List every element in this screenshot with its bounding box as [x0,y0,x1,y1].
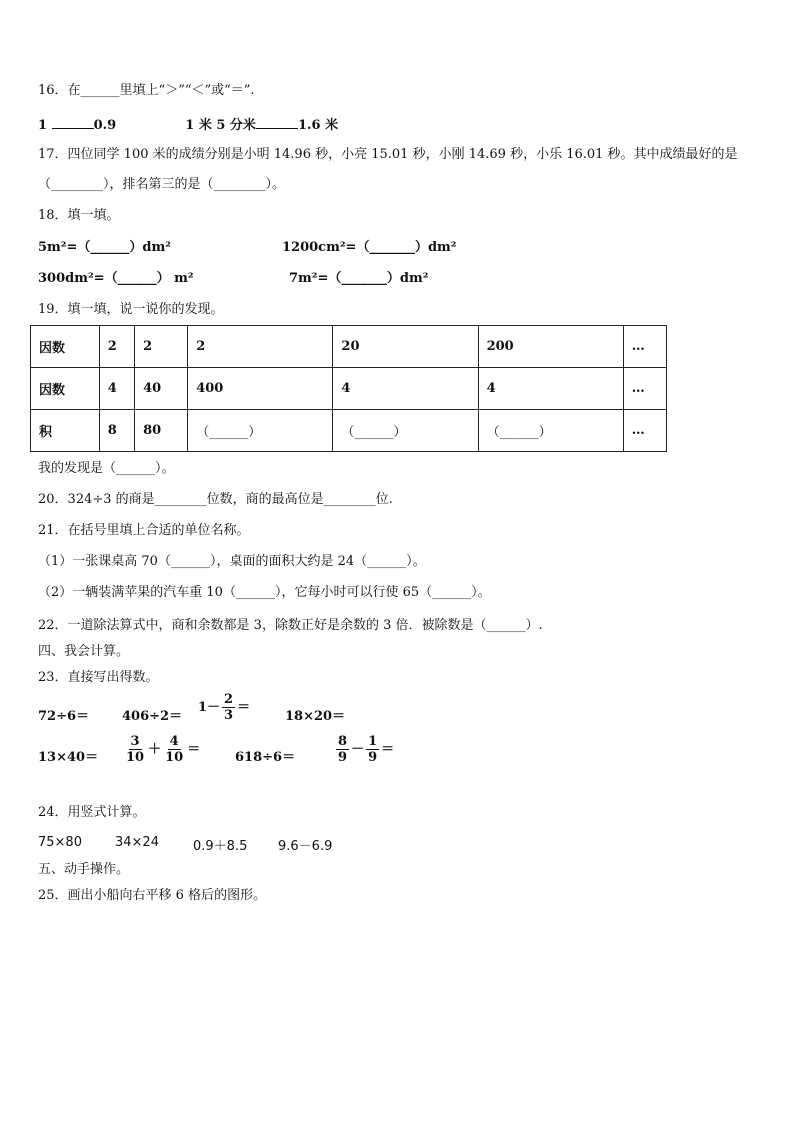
q18-item-c: 300dm²=（______） m² [38,271,194,286]
table-cell: 200 [478,326,623,368]
denominator: 3 [224,708,234,723]
numerator: 2 [224,692,234,707]
minus-sign: － [351,742,365,757]
calc-1-minus-fraction [198,692,250,723]
q16-a-blank[interactable] [52,115,94,129]
calc-72-div-6: 72÷6＝ [38,709,90,724]
question-24-title: 24．用竖式计算。 [38,805,146,820]
section-4-title: 四、我会计算。 [38,644,130,659]
table-cell: … [623,368,666,410]
table-cell: 4 [333,368,478,410]
q18-item-d: 7m²=（_______）dm² [289,271,429,286]
numerator: 1 [368,734,378,749]
q18-item-b: 1200cm²=（_______）dm² [282,240,457,255]
table-cell: … [623,410,666,452]
calc-fraction-sum [122,734,200,765]
question-17-line-2: （________），排名第三的是（________）。 [38,177,286,192]
fraction [163,734,185,765]
calc-fraction-difference [334,734,394,765]
vertical-calc-item: 0.9＋8.5 [193,839,248,854]
question-21-part-1: （1）一张课桌高 70（______），桌面的面积大约是 24（______）。 [38,554,426,569]
vertical-calc-item: 75×80 [38,835,82,850]
q16-b-blank[interactable] [256,115,298,129]
fraction [366,734,379,765]
fraction [222,692,235,723]
question-22: 22．一道除法算式中，商和余数都是 3，除数正好是余数的 3 倍．被除数是（______）. [38,618,543,633]
factor-product-table [30,325,667,452]
plus-sign: ＋ [148,742,162,757]
table-cell: 因数 [31,326,100,368]
question-16-comparisons [38,115,338,135]
table-cell: … [623,326,666,368]
table-cell: 8 [99,410,134,452]
table-cell: 2 [99,326,134,368]
calc-406-div-2: 406÷2＝ [122,709,183,724]
vertical-calc-item: 34×24 [115,835,159,850]
table-cell: 20 [333,326,478,368]
denominator: 9 [368,750,378,765]
table-row [31,410,667,452]
answer-blank-cell[interactable]: （______） [478,410,623,452]
question-21-title: 21．在括号里填上合适的单位名称。 [38,523,250,538]
denominator: 10 [165,750,184,765]
fraction [124,734,146,765]
q16-b-left: 1 米 5 分米 [185,118,256,133]
calc-term: 1－ [198,700,221,715]
table-row [31,326,667,368]
question-17-line-1: 17．四位同学 100 米的成绩分别是小明 14.96 秒，小亮 15.01 秒，小刚 14.69 秒，小乐 16.01 秒。其中成绩最好的是 [38,147,738,162]
answer-blank-cell[interactable]: （______） [188,410,333,452]
fraction [336,734,349,765]
table-cell: 2 [135,326,188,368]
question-23-title: 23．直接写出得数。 [38,670,159,685]
table-cell: 80 [135,410,188,452]
denominator: 10 [126,750,145,765]
vertical-calc-item: 9.6－6.9 [278,839,333,854]
table-cell: 因数 [31,368,100,410]
question-25-title: 25．画出小船向右平移 6 格后的图形。 [38,888,267,903]
q16-b-right: 1.6 米 [297,118,339,133]
question-19-finding: 我的发现是（______）。 [38,461,175,476]
equals-sign: ＝ [381,742,395,757]
question-18-title: 18．填一填。 [38,208,120,223]
equals-sign: ＝ [187,742,201,757]
section-5-title: 五、动手操作。 [38,862,130,877]
calc-618-div-6: 618÷6＝ [235,750,296,765]
numerator: 3 [130,734,140,749]
table-cell: 40 [135,368,188,410]
table-cell: 2 [188,326,333,368]
question-20: 20．324÷3 的商是________位数，商的最高位是________位. [38,492,393,507]
table-cell: 4 [478,368,623,410]
denominator: 9 [338,750,348,765]
table-cell: 积 [31,410,100,452]
numerator: 8 [338,734,348,749]
q16-a-right: 0.9 [93,118,117,133]
table-row [31,368,667,410]
answer-blank-cell[interactable]: （______） [333,410,478,452]
calc-18-times-20: 18×20＝ [285,709,346,724]
question-16-title: 16．在______里填上“＞”“＜”或“＝”. [38,83,255,98]
numerator: 4 [169,734,179,749]
table-cell: 400 [188,368,333,410]
q18-item-a: 5m²=（______）dm² [38,240,171,255]
q16-a-left: 1 [38,118,48,133]
equals-sign: ＝ [237,700,251,715]
table-cell: 4 [99,368,134,410]
question-21-part-2: （2）一辆装满苹果的汽车重 10（______），它每小时可以行使 65（______）。 [38,585,491,600]
question-19-title: 19．填一填，说一说你的发现。 [38,302,224,317]
calc-13-times-40: 13×40＝ [38,750,99,765]
